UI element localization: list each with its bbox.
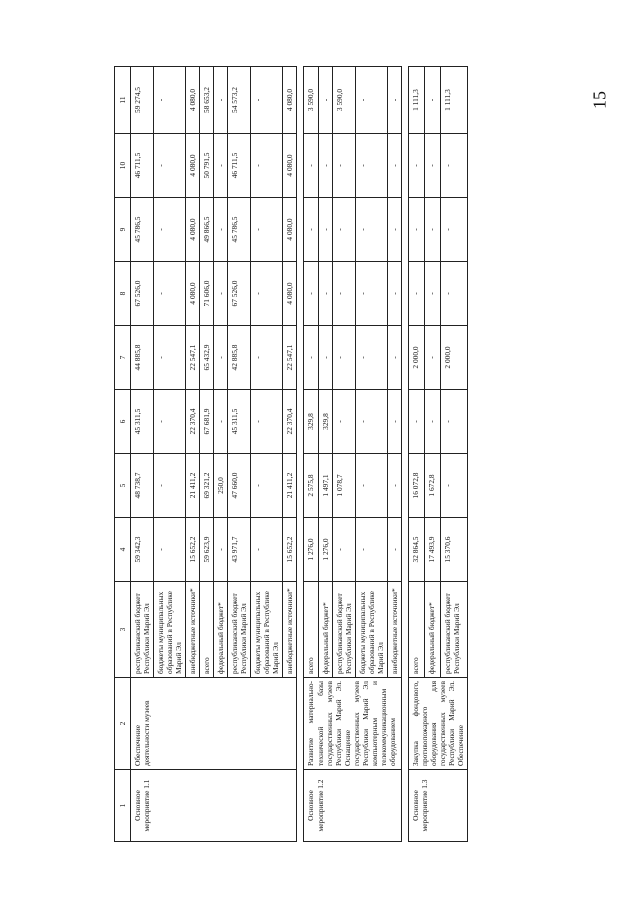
value-cell: - [214,134,228,198]
value-cell: - [332,198,355,262]
value-cell: - [214,67,228,134]
header-cell: 7 [115,326,131,390]
header-cell: 3 [115,582,131,678]
value-cell: 45 786,5 [228,198,251,262]
value-cell: 21 411,2 [283,454,297,518]
value-cell: - [408,198,424,262]
activity-name: Закупка фондового, противопожарного оборудования для государственных музеев Республики Марий Эл. Обеспечение [408,678,467,770]
header-cell: 2 [115,678,131,770]
funding-source: федеральный бюджет* [424,582,440,678]
value-cell: 15 652,2 [186,518,200,582]
funding-source: бюджеты муниципальных образований в Республике Марий Эл [154,582,186,678]
value-cell: 22 547,1 [186,326,200,390]
value-cell: 2 575,8 [304,454,318,518]
value-cell: 58 653,2 [200,67,214,134]
value-cell: - [154,518,186,582]
value-cell: 67 526,0 [131,262,154,326]
group-spacer [401,67,408,842]
header-row [115,67,131,842]
value-cell: 1 672,8 [424,454,440,518]
value-cell: - [441,454,468,518]
value-cell: 15 652,2 [283,518,297,582]
value-cell: 4 080,0 [283,262,297,326]
value-cell: - [304,326,318,390]
value-cell: - [318,198,332,262]
value-cell: - [304,134,318,198]
value-cell: - [424,67,440,134]
value-cell: - [251,326,283,390]
value-cell: - [251,454,283,518]
value-cell: 48 738,7 [131,454,154,518]
value-cell: - [408,134,424,198]
value-cell: - [214,518,228,582]
value-cell: - [251,262,283,326]
funding-source: федеральный бюджет* [318,582,332,678]
funding-source: внебюджетные источники* [186,582,200,678]
value-cell: - [154,326,186,390]
header-cell: 1 [115,770,131,842]
value-cell: - [387,390,401,454]
value-cell: - [355,518,387,582]
value-cell: 46 711,5 [131,134,154,198]
value-cell: 22 370,4 [283,390,297,454]
value-cell: - [332,134,355,198]
funding-source: бюджеты муниципальных образований в Республике Марий Эл [355,582,387,678]
value-cell: - [355,454,387,518]
funding-source: республиканский бюджет Республики Марий Эл [332,582,355,678]
value-cell: - [332,326,355,390]
value-cell: 4 080,0 [186,134,200,198]
rotated-table-container [114,67,610,842]
header-cell: 6 [115,390,131,454]
value-cell: - [214,198,228,262]
value-cell: - [332,262,355,326]
value-cell: 49 866,5 [200,198,214,262]
value-cell: 4 080,0 [186,198,200,262]
value-cell: 71 606,0 [200,262,214,326]
value-cell: 1 111,3 [408,67,424,134]
funding-source: внебюджетные источники* [387,582,401,678]
value-cell: 65 432,9 [200,326,214,390]
activity-name: Развитие материально-технической базы государственных музеев Республики Марий Эл. Оснащение государственных музеев Республики Марий Эл компьютерным и телекоммуникационным оборудованием [304,678,401,770]
value-cell: - [441,198,468,262]
funding-source: республиканский бюджет Республики Марий Эл [441,582,468,678]
value-cell: 1 078,7 [332,454,355,518]
value-cell: 22 547,1 [283,326,297,390]
value-cell: 4 080,0 [186,262,200,326]
value-cell: - [387,134,401,198]
value-cell: - [355,262,387,326]
value-cell: - [387,198,401,262]
value-cell: - [355,326,387,390]
value-cell: - [355,198,387,262]
value-cell: - [318,262,332,326]
value-cell: - [154,262,186,326]
financing-table [114,66,468,842]
value-cell: 4 080,0 [186,67,200,134]
value-cell: - [332,390,355,454]
value-cell: - [355,67,387,134]
value-cell: - [441,390,468,454]
activity-code: Основное мероприятие 1.3 [408,770,467,842]
value-cell: 3 590,0 [332,67,355,134]
header-cell: 4 [115,518,131,582]
value-cell: - [304,198,318,262]
funding-source: республиканский бюджет Республики Марий Эл [228,582,251,678]
value-cell: 1 276,0 [318,518,332,582]
value-cell: - [154,67,186,134]
value-cell: 45 311,5 [228,390,251,454]
value-cell: 42 885,8 [228,326,251,390]
value-cell: - [251,67,283,134]
funding-source: всего [200,582,214,678]
value-cell: - [214,390,228,454]
header-cell: 11 [115,67,131,134]
value-cell: 3 590,0 [304,67,318,134]
value-cell: 59 342,3 [131,518,154,582]
group-spacer [297,67,304,842]
value-cell: 45 786,5 [131,198,154,262]
value-cell: 4 080,0 [283,198,297,262]
table-body [131,67,468,842]
value-cell: 21 411,2 [186,454,200,518]
value-cell: 69 321,2 [200,454,214,518]
value-cell: - [318,67,332,134]
value-cell: 59 623,9 [200,518,214,582]
value-cell: 43 971,7 [228,518,251,582]
value-cell: 45 311,5 [131,390,154,454]
value-cell: 329,8 [304,390,318,454]
value-cell: - [154,454,186,518]
value-cell: 1 276,0 [304,518,318,582]
value-cell: - [424,390,440,454]
funding-source: внебюджетные источники* [283,582,297,678]
value-cell: - [408,390,424,454]
value-cell: - [251,134,283,198]
value-cell: 2 000,0 [441,326,468,390]
header-cell: 8 [115,262,131,326]
value-cell: 2 000,0 [408,326,424,390]
value-cell: 22 370,4 [186,390,200,454]
value-cell: - [304,262,318,326]
value-cell: 32 864,5 [408,518,424,582]
value-cell: - [387,518,401,582]
value-cell: 54 573,2 [228,67,251,134]
value-cell: - [251,390,283,454]
value-cell: 1 497,1 [318,454,332,518]
value-cell: 329,8 [318,390,332,454]
value-cell: 4 080,0 [283,67,297,134]
funding-source: бюджеты муниципальных образований в Республике Марий Эл [251,582,283,678]
value-cell: - [251,518,283,582]
activity-code: Основное мероприятие 1.1 [131,770,297,842]
funding-source: республиканский бюджет Республики Марий Эл [131,582,154,678]
header-cell: 9 [115,198,131,262]
value-cell: - [318,326,332,390]
value-cell: 15 370,6 [441,518,468,582]
value-cell: - [154,134,186,198]
value-cell: 59 274,5 [131,67,154,134]
value-cell: - [424,326,440,390]
value-cell: - [355,390,387,454]
value-cell: - [214,262,228,326]
page-number: 15 [589,91,610,109]
table-row [304,67,318,842]
funding-source: всего [408,582,424,678]
value-cell: - [214,326,228,390]
header-cell: 5 [115,454,131,518]
activity-code: Основное мероприятие 1.2 [304,770,401,842]
funding-source: федеральный бюджет* [214,582,228,678]
value-cell: - [424,134,440,198]
value-cell: - [355,134,387,198]
value-cell: 67 526,0 [228,262,251,326]
value-cell: - [441,262,468,326]
value-cell: 17 493,9 [424,518,440,582]
value-cell: - [251,198,283,262]
header-cell: 10 [115,134,131,198]
value-cell: 1 111,3 [441,67,468,134]
value-cell: - [441,134,468,198]
value-cell: - [387,67,401,134]
value-cell: 16 072,8 [408,454,424,518]
value-cell: 47 660,0 [228,454,251,518]
value-cell: - [154,390,186,454]
value-cell: - [387,262,401,326]
table-row [408,67,424,842]
value-cell: - [408,262,424,326]
value-cell: 44 885,8 [131,326,154,390]
value-cell: 250,0 [214,454,228,518]
value-cell: - [424,262,440,326]
value-cell: - [318,134,332,198]
value-cell: 4 080,0 [283,134,297,198]
value-cell: - [424,198,440,262]
table-row [131,67,154,842]
value-cell: 67 681,9 [200,390,214,454]
funding-source: всего [304,582,318,678]
value-cell: - [332,518,355,582]
value-cell: 46 711,5 [228,134,251,198]
value-cell: - [387,326,401,390]
value-cell: 50 791,5 [200,134,214,198]
value-cell: - [387,454,401,518]
value-cell: - [154,198,186,262]
activity-name: Обеспечение деятельности музеев [131,678,297,770]
